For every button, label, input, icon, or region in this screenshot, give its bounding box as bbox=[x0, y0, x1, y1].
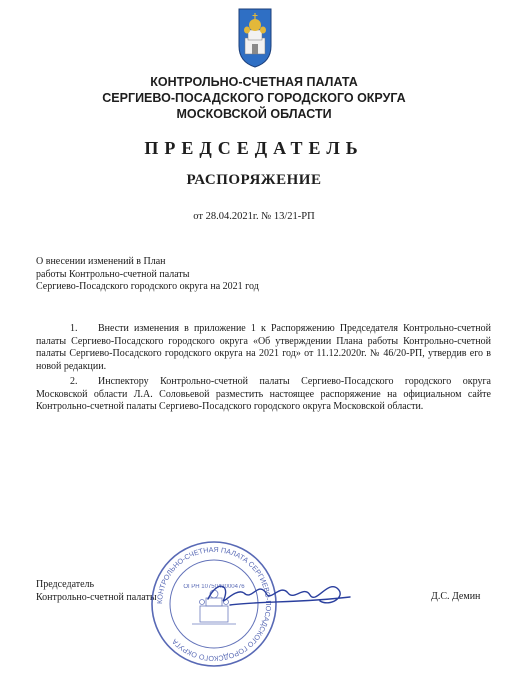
document-date-number: от 28.04.2021г. № 13/21-РП bbox=[193, 211, 315, 222]
subject-line: работы Контрольно-счетной палаты bbox=[36, 268, 190, 280]
order-item-text: Инспектору Контрольно-счетной палаты Сергиево-Посадского городского округа Московской области Л.А. Соловьевой разместить настоящее распоряжение на официальном сайте Контрольно-счетной палаты Сергиево-Посадского городского округа Московской области. bbox=[36, 376, 491, 412]
order-item bbox=[36, 376, 491, 414]
signatory-position bbox=[36, 579, 157, 604]
handwritten-signature-icon bbox=[200, 575, 360, 615]
organization-name-line1: КОНТРОЛЬНО-СЧЕТНАЯ ПАЛАТА bbox=[150, 75, 358, 89]
signatory-position-line: Председатель bbox=[36, 579, 95, 590]
subject-line: Сергиево-Посадского городского округа на 2021 год bbox=[36, 281, 259, 292]
document-title: ПРЕДСЕДАТЕЛЬ bbox=[144, 138, 364, 158]
document-type: РАСПОРЯЖЕНИЕ bbox=[186, 172, 322, 188]
document-subject bbox=[36, 256, 259, 294]
coat-of-arms-icon bbox=[238, 8, 272, 68]
signatory-position-line: Контрольно-счетной палаты bbox=[36, 591, 157, 603]
order-item-text: Внести изменения в приложение 1 к Распоряжению Председателя Контрольно-счетной палаты Сергиево-Посадского городского округа «Об утверждении Плана работы Контрольно-счетной палаты Сергиево-Посадского городского округа на 2021 год» от 11.12.2020г. № 46/20-РП, утвердив его в новой редакции. bbox=[36, 323, 491, 372]
order-item-number: 1. bbox=[70, 323, 78, 334]
subject-line: О внесении изменений в План bbox=[36, 256, 166, 267]
stamp-outer-text: КОНТРОЛЬНО-СЧЕТНАЯ ПАЛАТА СЕРГИЕВО-ПОСАДСКОГО ГОРОДСКОГО ОКРУГА bbox=[154, 544, 274, 664]
order-item-number: 2. bbox=[70, 376, 78, 387]
organization-name-line2: СЕРГИЕВО-ПОСАДСКОГО ГОРОДСКОГО ОКРУГА bbox=[102, 91, 406, 105]
signatory-name: Д.С. Демин bbox=[431, 591, 481, 602]
stamp-ogrn-text: ОГРН 1075042000476 bbox=[183, 584, 245, 590]
organization-name-line3: МОСКОВСКОЙ ОБЛАСТИ bbox=[176, 107, 332, 121]
order-item bbox=[36, 323, 491, 373]
